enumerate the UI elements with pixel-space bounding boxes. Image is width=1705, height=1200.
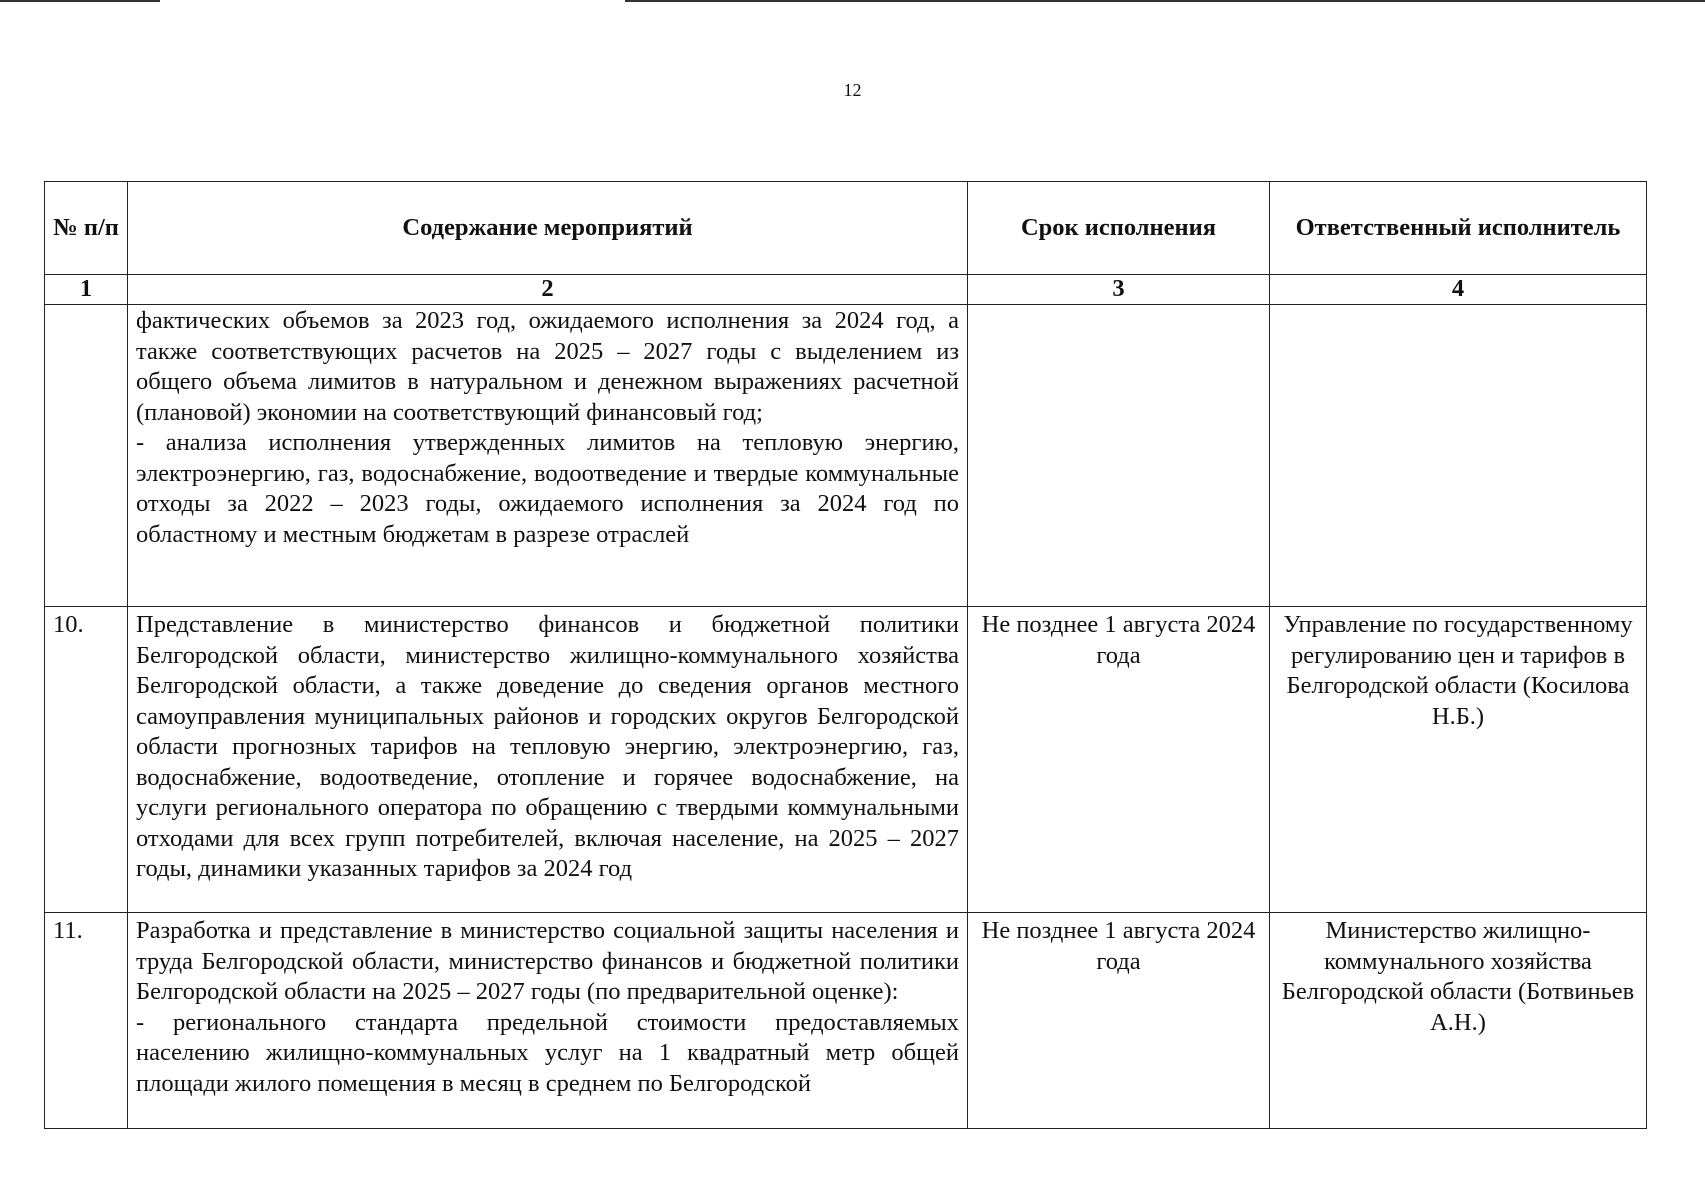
content-paragraph: - регионального стандарта предельной стоимости предоставляемых населению жилищно-коммунальных услуг на 1 квадратный метр общей площади жилого помещения в месяц в среднем по Белгородской (136, 1008, 959, 1097)
content-paragraph: фактических объемов за 2023 год, ожидаемого исполнения за 2024 год, а также соответствующих расчетов на 2025 – 2027 годы с выделением из общего объема лимитов в натуральном и денежном выражениях расчетной (плановой) экономии на соответствующий финансовый год; (136, 307, 959, 426)
row-executor: Управление по государственному регулированию цен и тарифов в Белгородской области (Косилова Н.Б.) (1270, 607, 1647, 913)
header-term: Срок исполнения (968, 182, 1270, 275)
row-term: Не позднее 1 августа 2024 года (968, 607, 1270, 913)
scan-edge-line-left (0, 0, 160, 2)
table-header-row (45, 182, 1647, 275)
column-number-row (45, 275, 1647, 305)
header-executor: Ответственный исполнитель (1270, 182, 1647, 275)
content-clip (136, 916, 959, 1128)
column-number-4: 4 (1270, 275, 1647, 305)
row-index: 10. (45, 607, 128, 913)
table-row (45, 913, 1647, 1129)
measures-table (44, 181, 1647, 1129)
content-paragraph: Представление в министерство финансов и бюджетной политики Белгородской области, министерство жилищно-коммунального хозяйства Белгородской области, а также доведение до сведения органов местного самоуправления муниципальных районов и городских округов Белгородской области прогнозных тарифов на тепловую энергию, электроэнергию, газ, водоснабжение, водоотведение, отопление и горячее водоснабжение, на услуги регионального оператора по обращению с твердыми коммунальными отходами для всех групп потребителей, включая население, на 2025 – 2027 годы, динамики указанных тарифов за 2024 год (136, 611, 959, 882)
column-number-3: 3 (968, 275, 1270, 305)
table-row (45, 305, 1647, 607)
row-content (128, 913, 968, 1129)
row-term (968, 305, 1270, 607)
row-content (128, 607, 968, 913)
scan-edge-line-right (625, 0, 1705, 2)
row-index (45, 305, 128, 607)
header-num: № п/п (45, 182, 128, 275)
row-index: 11. (45, 913, 128, 1129)
content-paragraph: - анализа исполнения утвержденных лимитов на тепловую энергию, электроэнергию, газ, водоснабжение, водоотведение и твердые коммунальные отходы за 2022 – 2023 годы, ожидаемого исполнения за 2024 год по областному и местным бюджетам в разрезе отраслей (136, 429, 959, 548)
header-content: Содержание мероприятий (128, 182, 968, 275)
content-paragraph: Разработка и представление в министерство социальной защиты населения и труда Белгородской области, министерство финансов и бюджетной политики Белгородской области на 2025 – 2027 годы (по предварительной оценке): (136, 917, 959, 1005)
row-executor: Министерство жилищно-коммунального хозяйства Белгородской области (Ботвиньев А.Н.) (1270, 913, 1647, 1129)
column-number-1: 1 (45, 275, 128, 305)
page-number: 12 (843, 80, 862, 100)
row-executor (1270, 305, 1647, 607)
row-term: Не позднее 1 августа 2024 года (968, 913, 1270, 1129)
column-number-2: 2 (128, 275, 968, 305)
row-content (128, 305, 968, 607)
table-row (45, 607, 1647, 913)
